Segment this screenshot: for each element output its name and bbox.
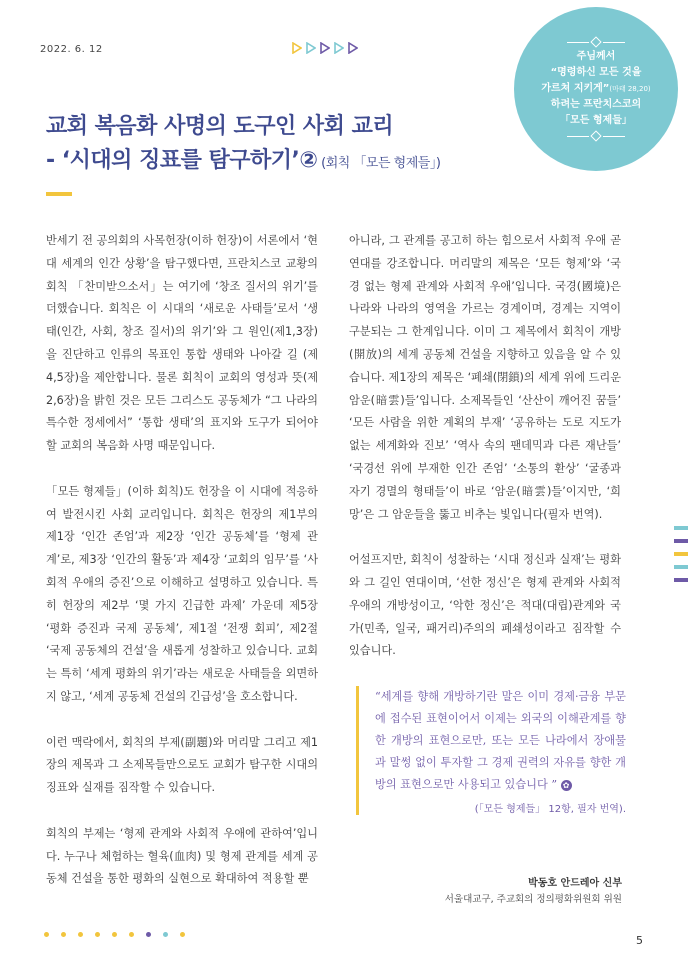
flower-icon: ✿ xyxy=(561,780,572,791)
paragraph: 회칙의 부제는 ‘형제 관계와 사회적 우애에 관하여’입니다. 누구나 체험하는 혈육(血肉) 및 형제 관계를 세계 공동체 건설을 통한 평화의 실현으로 확대하여 적용할 뿐 xyxy=(46,826,318,886)
footer-dot xyxy=(95,932,100,937)
arrow-icon xyxy=(334,42,344,54)
issue-date: 2022. 6. 12 xyxy=(40,44,103,55)
footer-dot xyxy=(180,932,185,937)
author-name: 박동호 안드레아 신부 xyxy=(528,878,622,889)
diamond-icon xyxy=(590,130,601,141)
footer-dot xyxy=(163,932,168,937)
badge-line: 주님께서 xyxy=(576,51,616,62)
block-quote xyxy=(356,686,626,815)
title-subtitle: (회칙 「모든 형제들」) xyxy=(317,156,441,171)
article-title xyxy=(46,110,440,181)
footer-dot xyxy=(61,932,66,937)
paragraph: 이런 맥락에서, 회칙의 부제(副題)와 머리말 그리고 제1장의 제목과 그 소제목들만으로도 교회가 탐구한 시대의 징표와 실재를 짐작할 수 있습니다. xyxy=(46,735,318,795)
quote-text: “세계를 향해 개방하기란 말은 이미 경제·금융 부문에 접수된 표현이어서 이제는 외국의 이해관계를 향한 개방의 표현으로만, 또는 모든 나라에서 장애물과 말썽 없이 투자할 그 경제 권력의 자유를 향한 개방의 표현으로만 사용되고 있습니다 ” ✿ xyxy=(375,690,626,791)
arrow-icon xyxy=(320,42,330,54)
footer-dot xyxy=(146,932,151,937)
footer-dot xyxy=(78,932,83,937)
page-number: 5 xyxy=(636,934,643,947)
side-bar xyxy=(674,578,688,582)
side-bar xyxy=(674,565,688,569)
side-decoration-bars xyxy=(674,526,688,582)
series-badge xyxy=(514,7,678,171)
paragraph: 아니라, 그 관계를 공고히 하는 힘으로서 사회적 우애 곧 연대를 강조합니다. 머리말의 제목은 ‘모든 형제’와 ‘국경 없는 형제 관계와 사회적 우애’입니다. 국경(國境)은 나라와 나라의 영역을 가르는 경계이며, 경계는 지역이 구분되는 그 한계입니다. 이미 그 제목에서 회칙이 개방(開放)의 세계 공동체 건설을 지향하고 있음을 알 수 있습니다. 제1장의 제목은 ‘폐쇄(閉鎖)의 세계 위에 드리운 암운(暗雲)들’입니다. 소제목들인 ‘산산이 깨어진 꿈들’ ‘모든 사람을 위한 계획의 부재’ ‘공유하는 도로 지도가 없는 세계화와 진보’ ‘역사 속의 팬데믹과 다른 재난들’ ‘국경선 위에 부재한 인간 존엄’ ‘소통의 환상’ ‘굴종과 자기 경멸의 형태들’이 바로 ‘암운(暗雲)들’이지만, ‘희망’은 그 암운들을 뚫고 비추는 빛입니다(필자 번역). xyxy=(349,234,622,521)
paragraph: 「모든 형제들」(이하 회칙)도 헌장을 이 시대에 적응하여 발전시킨 사회 교리입니다. 회칙은 헌장의 제1부의 제1장 ‘인간 존엄’과 제2장 ‘인간 공동체’를 ‘형제 관계’로, 제3장 ‘인간의 활동’과 제4장 ‘교회의 임무’를 ‘사회적 우애의 증진’으로 이해하고 설명하고 있습니다. 특히 헌장의 제2부 ‘몇 가지 긴급한 과제’ 가운데 제5장 ‘평화 증진과 국제 공동체’, 제1절 ‘전쟁 회피’, 제2절 ‘국제 공동체의 건설’을 새롭게 성찰하고 있습니다. 교회는 특히 ‘세계 평화의 위기’라는 새로운 사태들을 외면하지 않고, ‘세계 공동체 건설의 긴급성’을 호소합니다. xyxy=(46,484,318,703)
footer-dot xyxy=(129,932,134,937)
paragraph: 어설프지만, 회칙이 성찰하는 ‘시대 정신과 실재’는 평화와 그 길인 연대이며, ‘선한 정신’은 형제 관계와 사회적 우애의 개방성이고, ‘악한 정신’은 적대(대립)관계와 국가(민족, 일국, 패거리)주의의 폐쇄성이라고 짐작할 수 있습니다. xyxy=(349,553,621,658)
title-line-1: 교회 복음화 사명의 도구인 사회 교리 xyxy=(46,114,394,139)
title-accent-bar xyxy=(46,192,72,196)
footer-dots xyxy=(44,932,185,937)
author-role: 서울대교구, 주교회의 정의평화위원회 위원 xyxy=(444,894,622,905)
paragraph: 반세기 전 공의회의 사목헌장(이하 헌장)이 서론에서 ‘현대 세계의 인간 상황’을 탐구했다면, 프란치스코 교황의 회칙 「찬미받으소서」는 여기에 ‘창조 질서의 위기’를 더했습니다. 회칙은 이 시대의 ‘새로운 사태들’로서 ‘생태(인간, 사회, 창조 질서)의 위기’와 그 원인(제1,3장)을 진단하고 인류의 목표인 통합 생태와 나아갈 길 (제4,5장)을 제안합니다. 물론 회칙이 교회의 영성과 뜻(제2,6장)을 밝힌 것은 모든 그리스도 공동체가 “그 나라의 특수한 정세에서” ‘통합 생태’의 표지와 도구가 되어야 할 교회의 복음화 사명 때문입니다. xyxy=(46,234,318,453)
arrow-icon xyxy=(348,42,358,54)
diamond-icon xyxy=(590,36,601,47)
quote-source: (「모든 형제들」 12항, 필자 번역). xyxy=(474,804,626,815)
badge-line: 가르쳐 지키게”(마태 28,20) xyxy=(541,83,651,94)
arrow-icon xyxy=(292,42,302,54)
author-block xyxy=(445,876,622,908)
title-line-2: - ‘시대의 징표를 탐구하기’② (회칙 「모든 형제들」) xyxy=(46,148,441,173)
footer-dot xyxy=(44,932,49,937)
footer-dot xyxy=(112,932,117,937)
badge-line: “명령하신 모든 것을 xyxy=(550,67,642,78)
decorative-arrows xyxy=(292,42,358,54)
body-column-left xyxy=(46,230,318,891)
badge-ornament-top xyxy=(567,38,625,46)
side-bar xyxy=(674,539,688,543)
badge-ornament-bottom xyxy=(567,132,625,140)
badge-line: 하려는 프란치스코의 xyxy=(550,99,642,110)
arrow-icon xyxy=(306,42,316,54)
side-bar xyxy=(674,526,688,530)
body-column-right xyxy=(349,230,621,663)
side-bar xyxy=(674,552,688,556)
badge-line: 「모든 형제들」 xyxy=(560,115,632,126)
